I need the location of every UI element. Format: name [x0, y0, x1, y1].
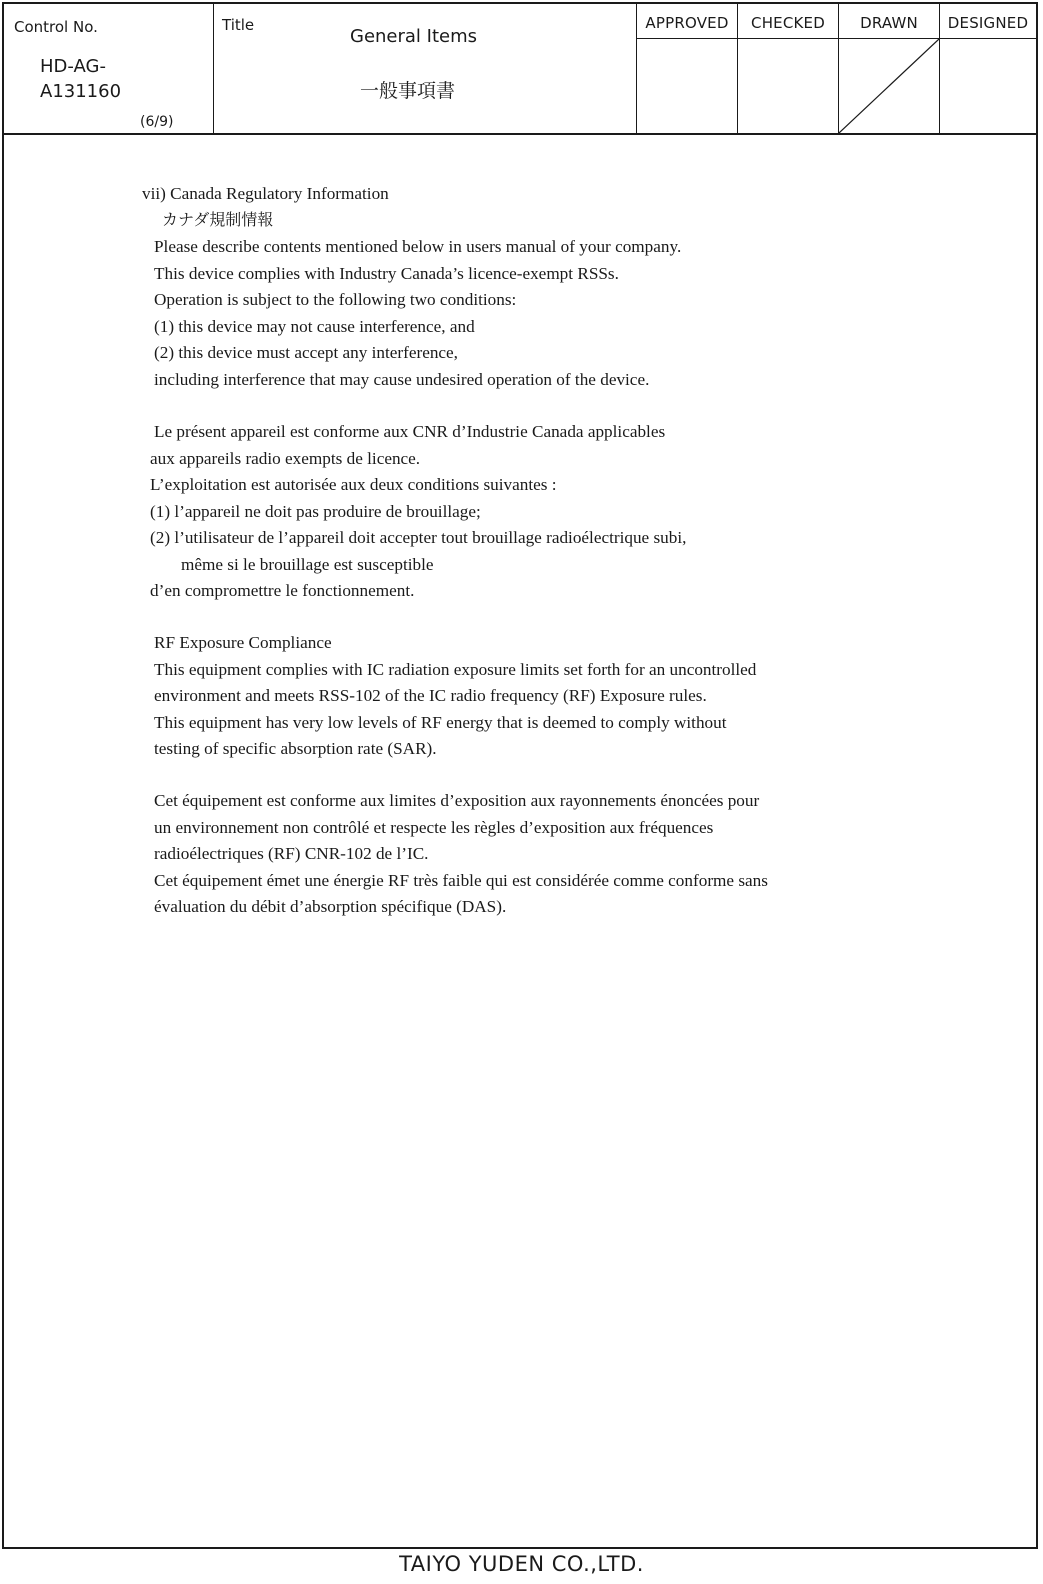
- control-number-value: HD-AG- A131160: [40, 56, 122, 102]
- checked-label: CHECKED: [738, 4, 838, 39]
- rf-heading: RF Exposure Compliance: [154, 633, 332, 652]
- title-cell: [214, 4, 637, 133]
- text-line: environment and meets RSS-102 of the IC radio frequency (RF) Exposure rules.: [154, 686, 707, 705]
- section-heading-ja: カナダ規制情報: [162, 210, 274, 229]
- text-line: This equipment complies with IC radiation exposure limits set forth for an uncontrolled: [154, 660, 757, 679]
- control-number-cell: [4, 4, 214, 133]
- document-sheet: [2, 2, 1038, 1549]
- text-line: Operation is subject to the following two conditions:: [154, 290, 517, 309]
- text-line: (2) l’utilisateur de l’appareil doit accepter tout brouillage radioélectrique subi,: [150, 528, 687, 547]
- text-line: L’exploitation est autorisée aux deux conditions suivantes :: [150, 475, 557, 494]
- text-line: (2) this device must accept any interference,: [154, 343, 458, 362]
- checked-cell: [738, 4, 839, 133]
- text-line: This equipment has very low levels of RF energy that is deemed to comply without: [154, 713, 727, 732]
- section-heading: vii) Canada Regulatory Information: [142, 184, 389, 203]
- text-line: (1) this device may not cause interference, and: [154, 317, 475, 336]
- drawn-cell: [839, 4, 940, 133]
- drawn-label: DRAWN: [839, 4, 939, 39]
- designed-cell: [940, 4, 1036, 133]
- approved-cell: [637, 4, 738, 133]
- title-block: [4, 4, 1036, 135]
- text-line: Cet équipement est conforme aux limites d’exposition aux rayonnements énoncées pour: [154, 791, 760, 810]
- text-line: même si le brouillage est susceptible: [181, 555, 434, 574]
- control-number-label: Control No.: [14, 18, 98, 36]
- title-label: Title: [222, 16, 255, 34]
- text-line: d’en compromettre le fonctionnement.: [150, 581, 415, 600]
- text-line: aux appareils radio exempts de licence.: [150, 449, 421, 468]
- text-line: This device complies with Industry Canada’s licence-exempt RSSs.: [154, 264, 619, 283]
- company-name: TAIYO YUDEN CO.,LTD.: [399, 1552, 644, 1576]
- text-line: Le présent appareil est conforme aux CNR d’Industrie Canada applicables: [154, 422, 666, 441]
- diagonal-strike: [839, 39, 939, 133]
- document-title-en: General Items: [350, 26, 478, 47]
- approved-label: APPROVED: [637, 4, 737, 39]
- text-line: évaluation du débit d’absorption spécifique (DAS).: [154, 897, 507, 916]
- page-number: (6/9): [140, 114, 174, 130]
- text-line: Please describe contents mentioned below in users manual of your company.: [154, 237, 682, 256]
- designed-label: DESIGNED: [940, 4, 1036, 39]
- text-line: including interference that may cause undesired operation of the device.: [154, 370, 650, 389]
- text-line: Cet équipement émet une énergie RF très faible qui est considérée comme conforme sans: [154, 871, 768, 890]
- text-line: (1) l’appareil ne doit pas produire de brouillage;: [150, 502, 481, 521]
- text-line: un environnement non contrôlé et respecte les règles d’exposition aux fréquences: [154, 818, 714, 837]
- text-line: testing of specific absorption rate (SAR).: [154, 739, 437, 758]
- document-title-ja: 一般事項書: [360, 80, 456, 102]
- text-line: radioélectriques (RF) CNR-102 de l’IC.: [154, 844, 429, 863]
- document-body: [4, 135, 1036, 1545]
